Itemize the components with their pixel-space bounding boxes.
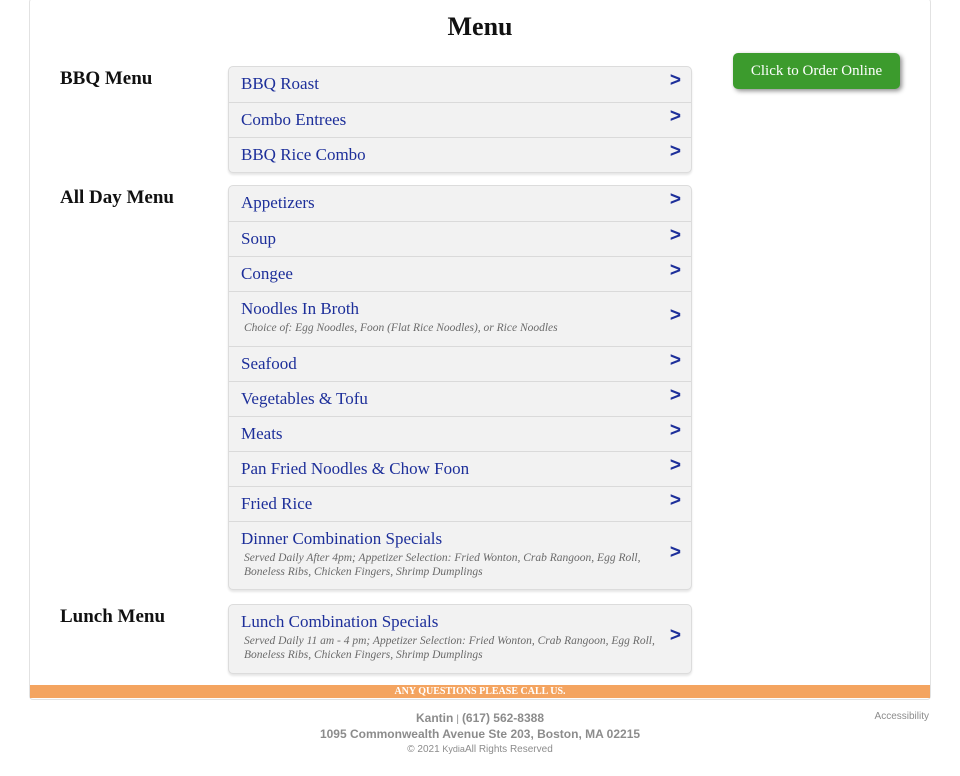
chevron-right-icon: > <box>669 141 681 162</box>
menu-panel-lunch <box>228 604 692 674</box>
menu-item-label: Fried Rice <box>241 494 313 513</box>
menu-item-lunch-combination-specials[interactable] <box>229 605 691 673</box>
menu-item-label: Vegetables & Tofu <box>241 389 368 408</box>
menu-item-label: Seafood <box>241 354 297 373</box>
menu-item-noodles-in-broth[interactable] <box>229 291 691 346</box>
footer-address: 1095 Commonwealth Avenue Ste 203, Boston, MA 02215 <box>319 727 641 741</box>
menu-item-label: Combo Entrees <box>241 110 347 129</box>
kydia-logo[interactable]: Kydia <box>442 744 465 754</box>
chevron-right-icon: > <box>669 106 681 127</box>
menu-item-label: Pan Fried Noodles & Chow Foon <box>241 459 470 478</box>
menu-item-bbq-rice-combo[interactable] <box>229 137 691 172</box>
phone-link[interactable]: (617) 562-8388 <box>461 711 544 725</box>
copyright-text: © 2021 <box>407 744 440 755</box>
menu-item-vegetables-tofu[interactable] <box>229 381 691 416</box>
menu-panel-all-day <box>228 185 692 590</box>
restaurant-name: Kantin <box>415 711 454 725</box>
menu-item-fried-rice[interactable] <box>229 486 691 521</box>
menu-item-label: Dinner Combination Specials <box>241 529 443 548</box>
menu-item-description: Served Daily 11 am - 4 pm; Appetizer Selection: Fried Wonton, Crab Rangoon, Egg Roll, Boneless Ribs, Chicken Fingers, Shrimp Dumplings <box>244 635 655 661</box>
questions-banner: ANY QUESTIONS PLEASE CALL US. <box>30 685 930 698</box>
chevron-right-icon: > <box>669 455 681 476</box>
chevron-right-icon: > <box>669 225 681 246</box>
menu-item-bbq-roast[interactable] <box>229 67 691 102</box>
menu-item-combo-entrees[interactable] <box>229 102 691 137</box>
menu-item-soup[interactable] <box>229 221 691 256</box>
chevron-right-icon: > <box>669 70 681 91</box>
page-title: Menu <box>447 12 513 41</box>
menu-item-label: Lunch Combination Specials <box>241 612 439 631</box>
accessibility-link[interactable]: Accessibility <box>874 711 929 722</box>
chevron-right-icon: > <box>669 385 681 406</box>
menu-item-pan-fried-noodles[interactable] <box>229 451 691 486</box>
chevron-right-icon: > <box>669 625 681 646</box>
section-title-bbq: BBQ Menu <box>60 68 153 89</box>
menu-item-appetizers[interactable] <box>229 186 691 221</box>
section-title-lunch: Lunch Menu <box>60 606 166 627</box>
rights-text: All Rights Reserved <box>464 744 553 755</box>
footer-separator: | <box>456 714 459 725</box>
footer-copyright <box>0 741 960 758</box>
chevron-right-icon: > <box>669 350 681 371</box>
menu-item-label: Noodles In Broth <box>241 299 360 318</box>
chevron-right-icon: > <box>669 490 681 511</box>
menu-panel-bbq <box>228 66 692 173</box>
menu-item-label: Meats <box>241 424 283 443</box>
menu-item-label: Soup <box>241 229 276 248</box>
menu-item-label: Appetizers <box>241 193 315 212</box>
chevron-right-icon: > <box>669 542 681 563</box>
menu-item-congee[interactable] <box>229 256 691 291</box>
chevron-right-icon: > <box>669 189 681 210</box>
menu-item-description: Served Daily After 4pm; Appetizer Selection: Fried Wonton, Crab Rangoon, Egg Roll, Boneless Ribs, Chicken Fingers, Shrimp Dumplings <box>244 552 641 578</box>
footer-contact <box>0 711 960 727</box>
menu-item-label: Congee <box>241 264 293 283</box>
chevron-right-icon: > <box>669 420 681 441</box>
menu-item-description: Choice of: Egg Noodles, Foon (Flat Rice Noodles), or Rice Noodles <box>244 322 558 334</box>
menu-item-seafood[interactable] <box>229 346 691 381</box>
menu-item-label: BBQ Roast <box>241 74 319 93</box>
section-title-all-day: All Day Menu <box>60 187 174 208</box>
menu-item-meats[interactable] <box>229 416 691 451</box>
menu-item-dinner-combination-specials[interactable] <box>229 521 691 589</box>
order-online-button[interactable]: Click to Order Online <box>733 53 900 89</box>
chevron-right-icon: > <box>669 305 681 326</box>
footer <box>0 711 960 758</box>
chevron-right-icon: > <box>669 260 681 281</box>
menu-item-label: BBQ Rice Combo <box>241 145 366 164</box>
